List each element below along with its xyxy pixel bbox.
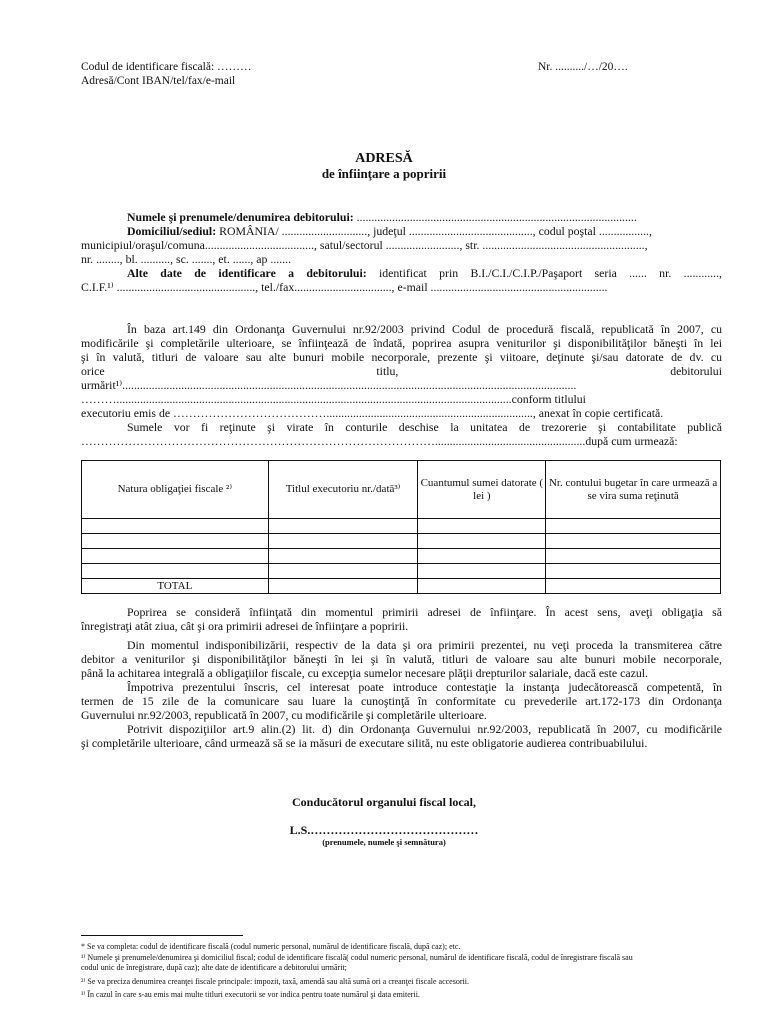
table-cell[interactable] <box>418 564 546 579</box>
table-row <box>82 549 721 564</box>
obligations-table <box>81 460 721 594</box>
header-enforcement-title: Titlul executoriu nr./dată³⁾ <box>268 461 418 519</box>
header-amount-due: Cuantumul sumei datorate ( lei ) <box>418 461 546 519</box>
footnote-1b: codul unic de înregistrare, după caz); alte date de identificare a debitorului urmărit; <box>81 963 347 972</box>
document-number: Nr. ........../…/20…. <box>538 61 628 73</box>
signature-heading: Conducătorul organului fiscal local, <box>291 795 476 809</box>
table-cell[interactable] <box>418 579 546 594</box>
debtor-id-document: identificat prin B.I./C.I./C.I.P./Paşaport seria ...... nr. ............, <box>366 266 722 280</box>
signature-note: (prenumele, numele şi semnătura) <box>322 837 446 847</box>
signature-ls-line: L.S.…………………………………… <box>289 823 479 837</box>
total-label: TOTAL <box>82 579 269 594</box>
paragraph2-line6: Împotriva prezentului înscris, cel interesat poate introduce contestaţie la instanţa judecătorească competentă, în <box>127 680 722 694</box>
paragraph1-word-debitorului: debitorului <box>670 364 722 378</box>
header-budget-account: Nr. contului bugetar în care urmează a se vira suma reţinută <box>546 461 721 519</box>
paragraph2-line4: debitor a veniturilor şi disponibilităţilor băneşti în lei şi în valută, titluri de valoare sau alte bunuri mobile necorporale, <box>81 652 722 666</box>
debtor-name-label: Numele şi prenumele/denumirea debitorului: <box>127 210 354 224</box>
table-row <box>82 534 721 549</box>
debtor-locality-line: municipiul/oraşul/comuna....................................., satul/sectorul ........................., str. ......................................................., <box>81 238 648 252</box>
paragraph1-line1: În baza art.149 din Ordonanţa Guvernului nr.92/2003 privind Codul de procedură fiscală, republicată în 2007, cu <box>127 322 722 336</box>
debtor-domicile-label: Domiciliul/sediul: <box>127 224 217 238</box>
paragraph1-line2: modificările şi completările ulterioare, se înfiinţează de îndată, poprirea asupra veniturilor şi disponibilităţilor băneşti în lei <box>81 336 722 350</box>
debtor-street-number-line: nr. ........, bl. .........., sc. ......., et. ......, ap ....... <box>81 252 292 266</box>
footnote-2: ²⁾ Se va preciza denumirea creanţei fiscale principale: impozit, taxă, amendă sau altă sumă ori a creanţei fiscale accesorii. <box>81 977 469 986</box>
paragraph2-line2: înregistraţi atât ziua, cât şi ora primirii adresei de înfiinţare a popririi. <box>81 619 409 633</box>
paragraph2-line10: şi completările ulterioare, când urmează să se ia măsuri de executare silită, nu este obligatorie audierea contribuabilului. <box>81 736 648 750</box>
debtor-domicile-line <box>127 224 722 239</box>
footnote-1a: ¹⁾ Numele şi prenumele/denumirea şi domiciliul fiscal; codul de identificare fiscală( codul numeric personal, numărul de identificare fiscală, codul de înregistrare fiscală sau <box>81 953 633 962</box>
page-title: ADRESĂ <box>355 151 413 166</box>
paragraph1-word-orice: orice <box>81 364 105 378</box>
table-cell[interactable] <box>546 549 721 564</box>
paragraph1-line6: ………......................................................................................................................................conform titlului <box>81 392 586 406</box>
paragraph1-line4 <box>81 364 722 379</box>
table-row <box>82 519 721 534</box>
table-cell[interactable] <box>418 534 546 549</box>
table-cell[interactable] <box>546 564 721 579</box>
paragraph1-line9: ………………………………………………………………………………...................................................după cum urmează: <box>81 434 678 448</box>
table-cell[interactable] <box>268 549 418 564</box>
table-cell[interactable] <box>268 519 418 534</box>
page-subtitle: de înfiinţare a popririi <box>321 166 447 181</box>
debtor-name-dots: ............................................................................................... <box>353 210 637 224</box>
table-cell[interactable] <box>82 519 269 534</box>
table-cell[interactable] <box>546 534 721 549</box>
paragraph2-line1: Poprirea se consideră înfiinţată din momentul primirii adresei de înfiinţare. În acest sens, aveţi obligaţia să <box>127 605 722 619</box>
paragraph1-line8: Sumele vor fi reţinute şi virate în conturile deschise la unitatea de trezorerie şi contabilitate publică <box>127 420 722 434</box>
paragraph2-line7: termen de 15 zile de la comunicare sau luare la cunoştinţă în conformitate cu prevederile art.172-173 din Ordonanţa <box>81 694 722 708</box>
paragraph2-line8: Guvernului nr.92/2003, republicată în 2007, cu modificările şi completările ulterioare. <box>81 708 487 722</box>
paragraph1-word-titlu: titlu, <box>376 364 399 378</box>
footnote-3: ³⁾ În cazul în care s-au emis mai multe titluri executorii se vor indica pentru toate numărul şi data emiterii. <box>81 990 420 999</box>
debtor-cif-line: C.I.F.¹⁾ ..............................................., tel./fax................................., e-mail ............................................................ <box>81 280 608 294</box>
table-total-row <box>82 579 721 594</box>
table-cell[interactable] <box>268 534 418 549</box>
paragraph2-line5: până la achitarea integrală a obligaţiilor fiscale, cu excepţia sumelor necesare plăţii drepturilor salariale, dacă este cazul. <box>81 666 648 680</box>
table-cell[interactable] <box>546 519 721 534</box>
debtor-other-label: Alte date de identificare a debitorului: <box>127 266 367 280</box>
table-row <box>82 564 721 579</box>
table-cell[interactable] <box>418 519 546 534</box>
table-header-row <box>82 461 721 519</box>
paragraph2-line3: Din momentul indisponibilizării, respectiv de la data şi ora primirii prezentei, nu veţi proceda la transmiterea către <box>127 638 722 652</box>
table-cell[interactable] <box>268 579 418 594</box>
table-cell[interactable] <box>546 579 721 594</box>
paragraph1-line7: executoriu emis de …………………………………......................................................................, anexat în copie certificată. <box>81 406 664 420</box>
footnote-separator <box>81 935 243 936</box>
debtor-name-line <box>127 210 727 225</box>
header-fiscal-obligation: Natura obligaţiei fiscale ²⁾ <box>82 461 269 519</box>
address-line: Adresă/Cont IBAN/tel/fax/e-mail <box>81 75 236 87</box>
debtor-domicile-dots: ROMÂNIA/ ............................., judeţul .........................................., codul poştal ................., <box>216 224 652 238</box>
paragraph2-line9: Potrivit dispoziţiilor art.9 alin.(2) lit. d) din Ordonanţa Guvernului nr.92/2003, republicată în 2007, cu modificările <box>127 722 722 736</box>
table-cell[interactable] <box>418 549 546 564</box>
fiscal-code-line: Codul de identificare fiscală: ……… <box>81 61 252 73</box>
table-cell[interactable] <box>82 549 269 564</box>
table-cell[interactable] <box>82 534 269 549</box>
table-cell[interactable] <box>268 564 418 579</box>
table-cell[interactable] <box>82 564 269 579</box>
paragraph1-line5: urmărit¹⁾.......................................................................................................................................................... <box>81 378 577 392</box>
footnote-asterisk: * Se va completa: codul de identificare fiscală (codul numeric personal, numărul de identificare fiscală, după caz); etc. <box>81 942 461 951</box>
paragraph1-line3: şi în valută, titluri de valoare sau alte bunuri mobile necorporale, prezente şi viitoare, deţinute şi/sau datorate de dv. cu <box>81 350 722 364</box>
debtor-other-data-line <box>127 266 722 281</box>
